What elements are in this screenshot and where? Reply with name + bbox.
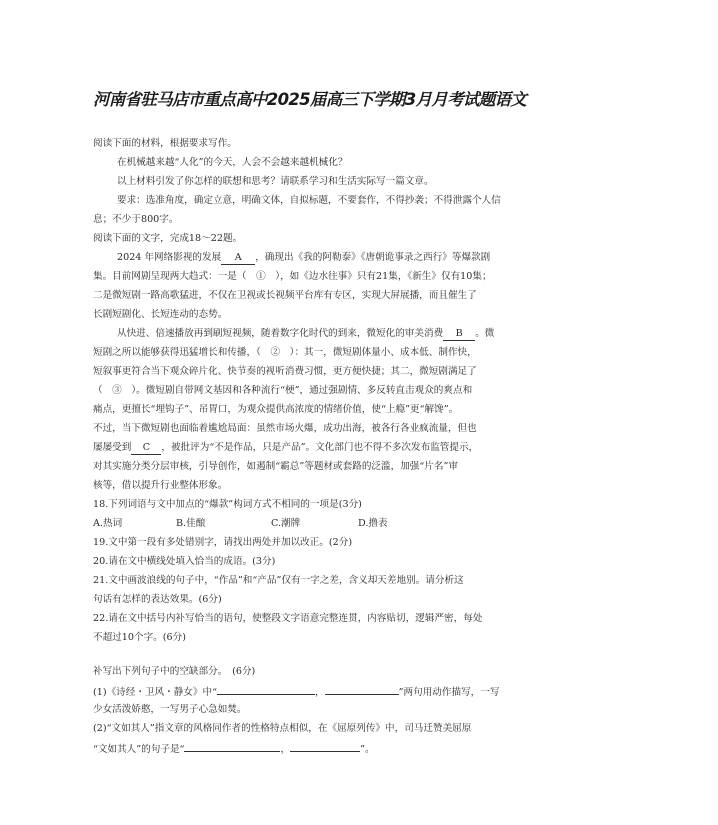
passage-line: 集。目前网剧呈现两大趋式：一是（ ① ），如《边水往事》只有21集，《新生》仅有10集； bbox=[93, 271, 492, 282]
writing-requirement: 要求：选准角度，确定立意，明确文体，自拟标题，不要套作，不得抄袭；不得泄露个人信 bbox=[117, 195, 501, 206]
question-19: 19.文中第一段有多处错别字，请找出两处并加以改正。(2分) bbox=[93, 537, 353, 548]
fill-item-1: 少女活泼娇憨，一写男子心急如焚。 bbox=[93, 704, 247, 715]
writing-requirement: 息；不少于800字。 bbox=[93, 214, 179, 225]
blank-a: A bbox=[221, 251, 255, 265]
question-18: 18.下列词语与文中加点的“爆款”构词方式不相同的一项是(3分) bbox=[93, 499, 362, 510]
passage-line: 短剧之所以能够获得迅猛增长和传播，（ ② ）：其一，微短剧体量小、成本低、制作快， bbox=[93, 347, 477, 358]
fill-blank[interactable] bbox=[217, 681, 315, 695]
passage-line: 短叙事更符合当下观众碎片化、快节奏的视听消费习惯，更方便快捷；其二，微短剧满足了 bbox=[93, 366, 477, 377]
fill-text: (1)《诗经・卫风・静女》中“ bbox=[93, 687, 218, 698]
passage-line: 痛点，更擅长“埋钩子”、吊胃口，为观众提供高浓度的情绪价值，使“上瘾”更“解馋”。 bbox=[93, 404, 459, 415]
fill-instruction: 补写出下列句子中的空缺部分。 (6分) bbox=[93, 666, 256, 677]
passage-line: （ ③ ）。微短剧自带网文基因和各种流行“梗”，通过强剧情、多反转直击观众的爽点和 bbox=[93, 385, 473, 396]
question-21: 21.文中画波浪线的句子中，“作品”和“产品”仅有一字之差，含义却天差地别。请分析这 bbox=[93, 575, 464, 586]
fill-text: ， bbox=[315, 687, 325, 698]
fill-text: ”。 bbox=[360, 744, 375, 755]
fill-item-2: (2)“文如其人”指文章的风格同作者的性格特点相似，在《屈原列传》中，司马迁赞美屈原 bbox=[93, 723, 472, 734]
fill-text: “文如其人”的句子是“ bbox=[93, 744, 185, 755]
option-b: B.佳酿 bbox=[176, 518, 206, 529]
passage-line: 核等，借以提升行业整体形象。 bbox=[93, 480, 228, 491]
document-title: 河南省驻马店市重点高中2025届高三下学期3月月考试题语文 bbox=[93, 90, 527, 109]
fill-blank[interactable] bbox=[290, 738, 360, 752]
blank-b: B bbox=[443, 327, 475, 341]
passage-text: 屡屡受到 bbox=[93, 442, 132, 453]
reading-instruction: 阅读下面的文字，完成18～22题。 bbox=[93, 233, 243, 244]
writing-instruction: 阅读下面的材料，根据要求写作。 bbox=[93, 138, 237, 149]
passage-text: 2024 年网络影视的发展 bbox=[117, 252, 222, 263]
passage-line: 二是微短剧一路高歌猛进，不仅在卫视或长视频平台库有专区，实现大屏展播，而且催生了 bbox=[93, 290, 477, 301]
fill-blank[interactable] bbox=[184, 738, 280, 752]
option-c: C.潮牌 bbox=[271, 518, 301, 529]
question-18-options bbox=[93, 514, 388, 533]
passage-text: 。微 bbox=[475, 328, 495, 339]
passage-text: 从快进、倍速播放再到刷短视频，随着数字化时代的到来，微短化的审美消费 bbox=[117, 328, 444, 339]
blank-c: C bbox=[131, 441, 161, 455]
fill-text: ”两句用动作描写，一写 bbox=[398, 687, 500, 698]
passage-line bbox=[93, 438, 478, 457]
passage-text: ，被批评为“不是作品，只是产品”。文化部门也不得不多次发布监管提示， bbox=[161, 442, 479, 453]
fill-item-1 bbox=[93, 681, 499, 700]
passage-line: 长剧短剧化、长短连动的态势。 bbox=[93, 309, 228, 320]
option-a: A.热词 bbox=[93, 518, 123, 529]
fill-blank[interactable] bbox=[325, 681, 399, 695]
writing-material: 以上材料引发了你怎样的联想和思考？请联系学习和生活实际写一篇文章。 bbox=[117, 176, 434, 187]
passage-text: ，确现出《我的阿勒泰》《唐朝诡事录之西行》等爆款剧 bbox=[255, 252, 491, 263]
writing-material: 在机械越来越“人化”的今天，人会不会越来越机械化？ bbox=[117, 157, 348, 168]
passage-line bbox=[117, 324, 494, 343]
fill-item-2 bbox=[93, 738, 375, 757]
fill-text: ， bbox=[280, 744, 291, 755]
question-20: 20.请在文中横线处填入恰当的成语。(3分) bbox=[93, 556, 276, 567]
question-21: 句话有怎样的表达效果。(6分) bbox=[93, 594, 222, 605]
question-22: 22.请在文中括号内补写恰当的语句，使整段文字语意完整连贯，内容贴切，逻辑严密，每处 bbox=[93, 613, 483, 624]
option-d: D.撸表 bbox=[358, 518, 388, 529]
passage-line: 对其实施分类分层审核，引导创作，如遏制“霸总”等题材或套路的泛滥，加强“片名”审 bbox=[93, 461, 458, 472]
passage-line: 不过，当下微短剧也面临着尴尬局面：虽然市场火爆，成功出海，被各行各业疯流量，但也 bbox=[93, 423, 477, 434]
passage-line bbox=[117, 248, 490, 267]
question-22: 不超过10个字。(6分) bbox=[93, 632, 186, 643]
